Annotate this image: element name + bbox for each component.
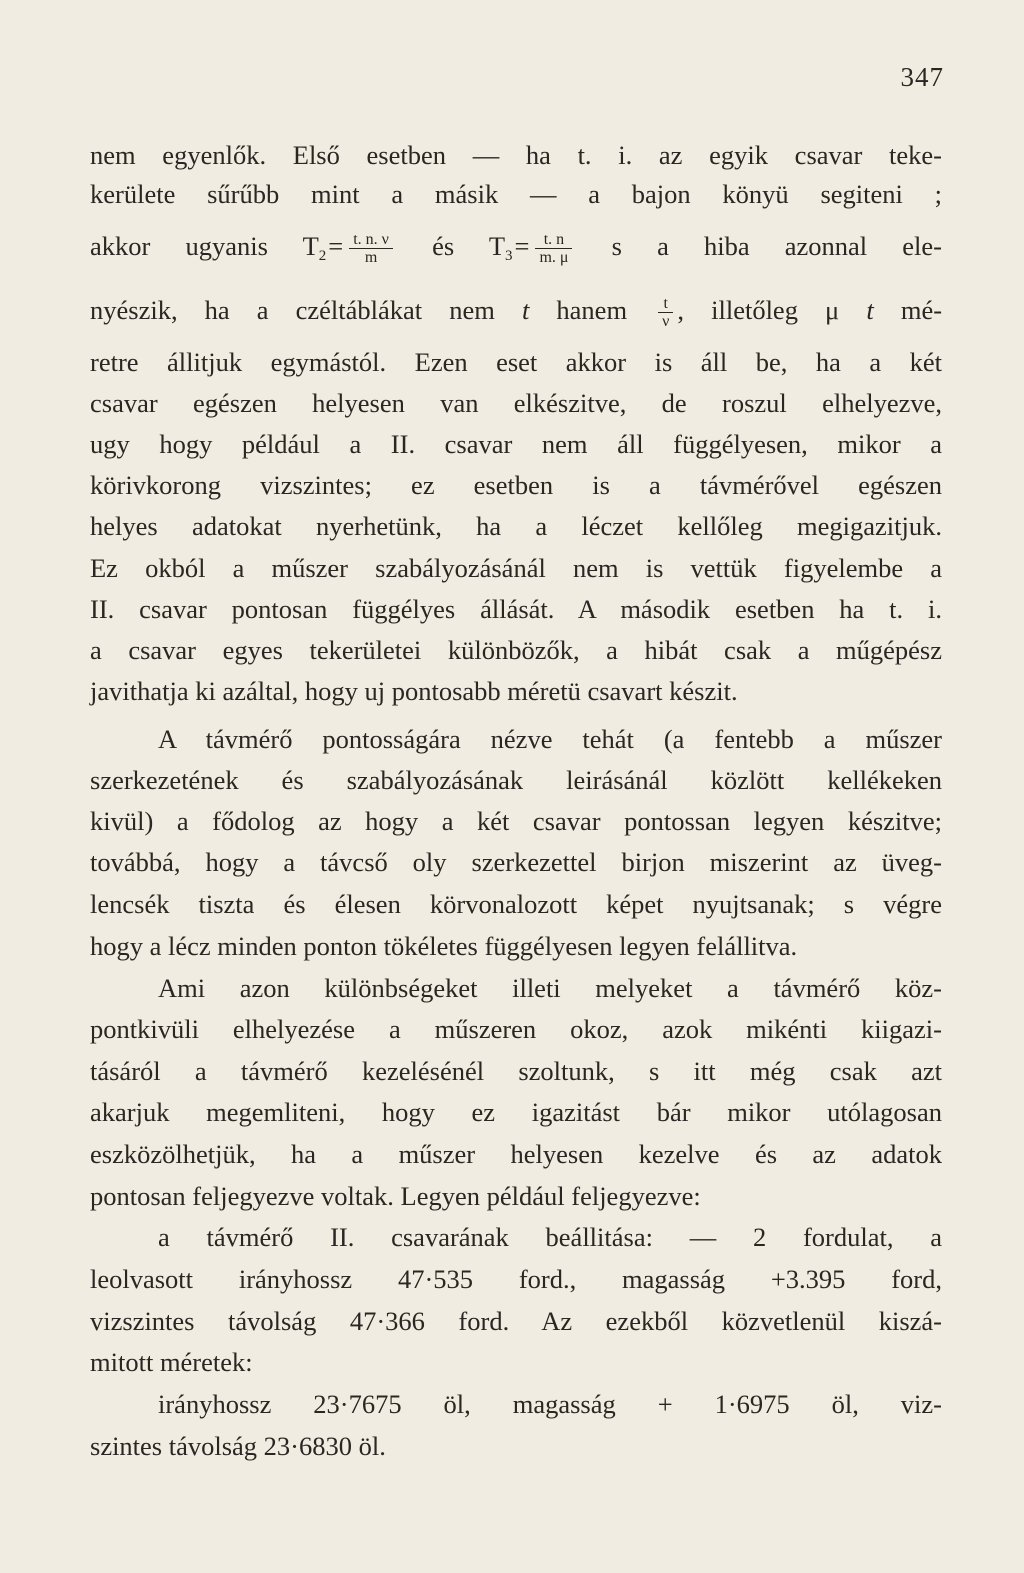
text-line-21: pontkivüli elhelyezése a műszeren okoz, azok mikénti kiigazi- (90, 1014, 942, 1044)
t2-symbol: $T_2$ (302, 231, 327, 264)
text-line-29: mitott méretek: (90, 1347, 253, 1377)
text-line-1: nem egyenlők. Első esetben — ha t. i. az egyik csavar teke- (90, 140, 942, 170)
fraction-t2: $\frac{t. n. \nu}{m}$ (349, 231, 393, 266)
text-line-20: Ami azon különbségeket illeti melyeket a távmérő köz- (158, 973, 942, 1003)
text-line-17: továbbá, hogy a távcső oly szerkezettel birjon miszerint az üveg- (90, 847, 942, 877)
equals-sign: = (328, 231, 344, 261)
fraction-t-nu: $\frac{t}{\nu}$ (658, 295, 673, 330)
text-line-12: a csavar egyes tekerületei különbözők, a hibát csak a műgépész (90, 635, 942, 665)
italic-t: t (521, 295, 530, 325)
text-line-6: csavar egészen helyesen van elkészitve, de roszul elhelyezve, (90, 388, 942, 418)
text-line-24: eszközölhetjük, ha a műszer helyesen kezelve és az adatok (90, 1139, 942, 1169)
text-line-16: kivül) a fődolog az hogy a két csavar pontossan legyen készitve; (90, 806, 942, 836)
formula-and: és (432, 231, 455, 261)
text-line-14: A távmérő pontosságára nézve tehát (a fentebb a műszer (158, 724, 942, 754)
text-line-8: körivkorong vizszintes; ez esetben is a távmérővel egészen (90, 470, 942, 500)
equals-sign-2: = (514, 231, 530, 261)
text-line-26: a távmérő II. csavarának beállitása: — 2 fordulat, a (158, 1222, 942, 1252)
text-line-19: hogy a lécz minden ponton tökéletes függélyesen legyen felállitva. (90, 931, 798, 961)
mu-symbol: μ (825, 295, 840, 325)
text-line-11: II. csavar pontosan függélyes állását. A második esetben ha t. i. (90, 594, 942, 624)
text-line-22: tásáról a távmérő kezelésénél szoltunk, s itt még csak azt (90, 1056, 942, 1086)
text-line-31: szintes távolság 23·6830 öl. (90, 1431, 386, 1461)
page-number: 347 (900, 62, 944, 92)
text-line-2: kerülete sűrűbb mint a másik — a bajon könyü segiteni ; (90, 179, 942, 209)
italic-t-2: t (866, 295, 874, 325)
fraction-t3: $\frac{t. n}{m. \mu}$ (535, 231, 572, 266)
formula-line (90, 228, 942, 267)
text-line-30: irányhossz 23·7675 öl, magasság + 1·6975 öl, viz- (158, 1389, 942, 1419)
text-line-15: szerkezetének és szabályozásának leirásánál közlött kellékeken (90, 765, 942, 795)
text-line-23: akarjuk megemliteni, hogy ez igazitást bár mikor utólagosan (90, 1097, 942, 1127)
text-line-25: pontosan feljegyezve voltak. Legyen például feljegyezve: (90, 1181, 701, 1211)
text-line-27: leolvasott irányhossz 47·535 ford., magasság +3.395 ford, (90, 1264, 942, 1294)
text-line-13: javithatja ki azáltal, hogy uj pontosabb méretü csavart készit. (90, 676, 738, 706)
text-line-9: helyes adatokat nyerhetünk, ha a léczet kellőleg megigazitjuk. (90, 511, 942, 541)
formula-prefix: akkor ugyanis (90, 231, 268, 261)
text-line-10: Ez okból a műszer szabályozásánál nem is vettük figyelembe a (90, 553, 942, 583)
text-line-7: ugy hogy például a II. csavar nem áll függélyesen, mikor a (90, 429, 942, 459)
formula-suffix: s a hiba azonnal ele- (611, 231, 942, 261)
text-line-4: nyészik, ha a czéltáblákat nem t hanem $\frac{t}{\nu}$ , illetőleg μ t mé- (90, 295, 943, 331)
text-line-18: lencsék tiszta és élesen körvonalozott képet nyujtsanak; s végre (90, 889, 942, 919)
text-line-28: vizszintes távolság 47·366 ford. Az ezekből közvetlenül kiszá- (90, 1306, 942, 1336)
t3-symbol: $T_3$ (488, 231, 513, 264)
text-line-5: retre állitjuk egymástól. Ezen eset akkor is áll be, ha a két (90, 347, 942, 377)
